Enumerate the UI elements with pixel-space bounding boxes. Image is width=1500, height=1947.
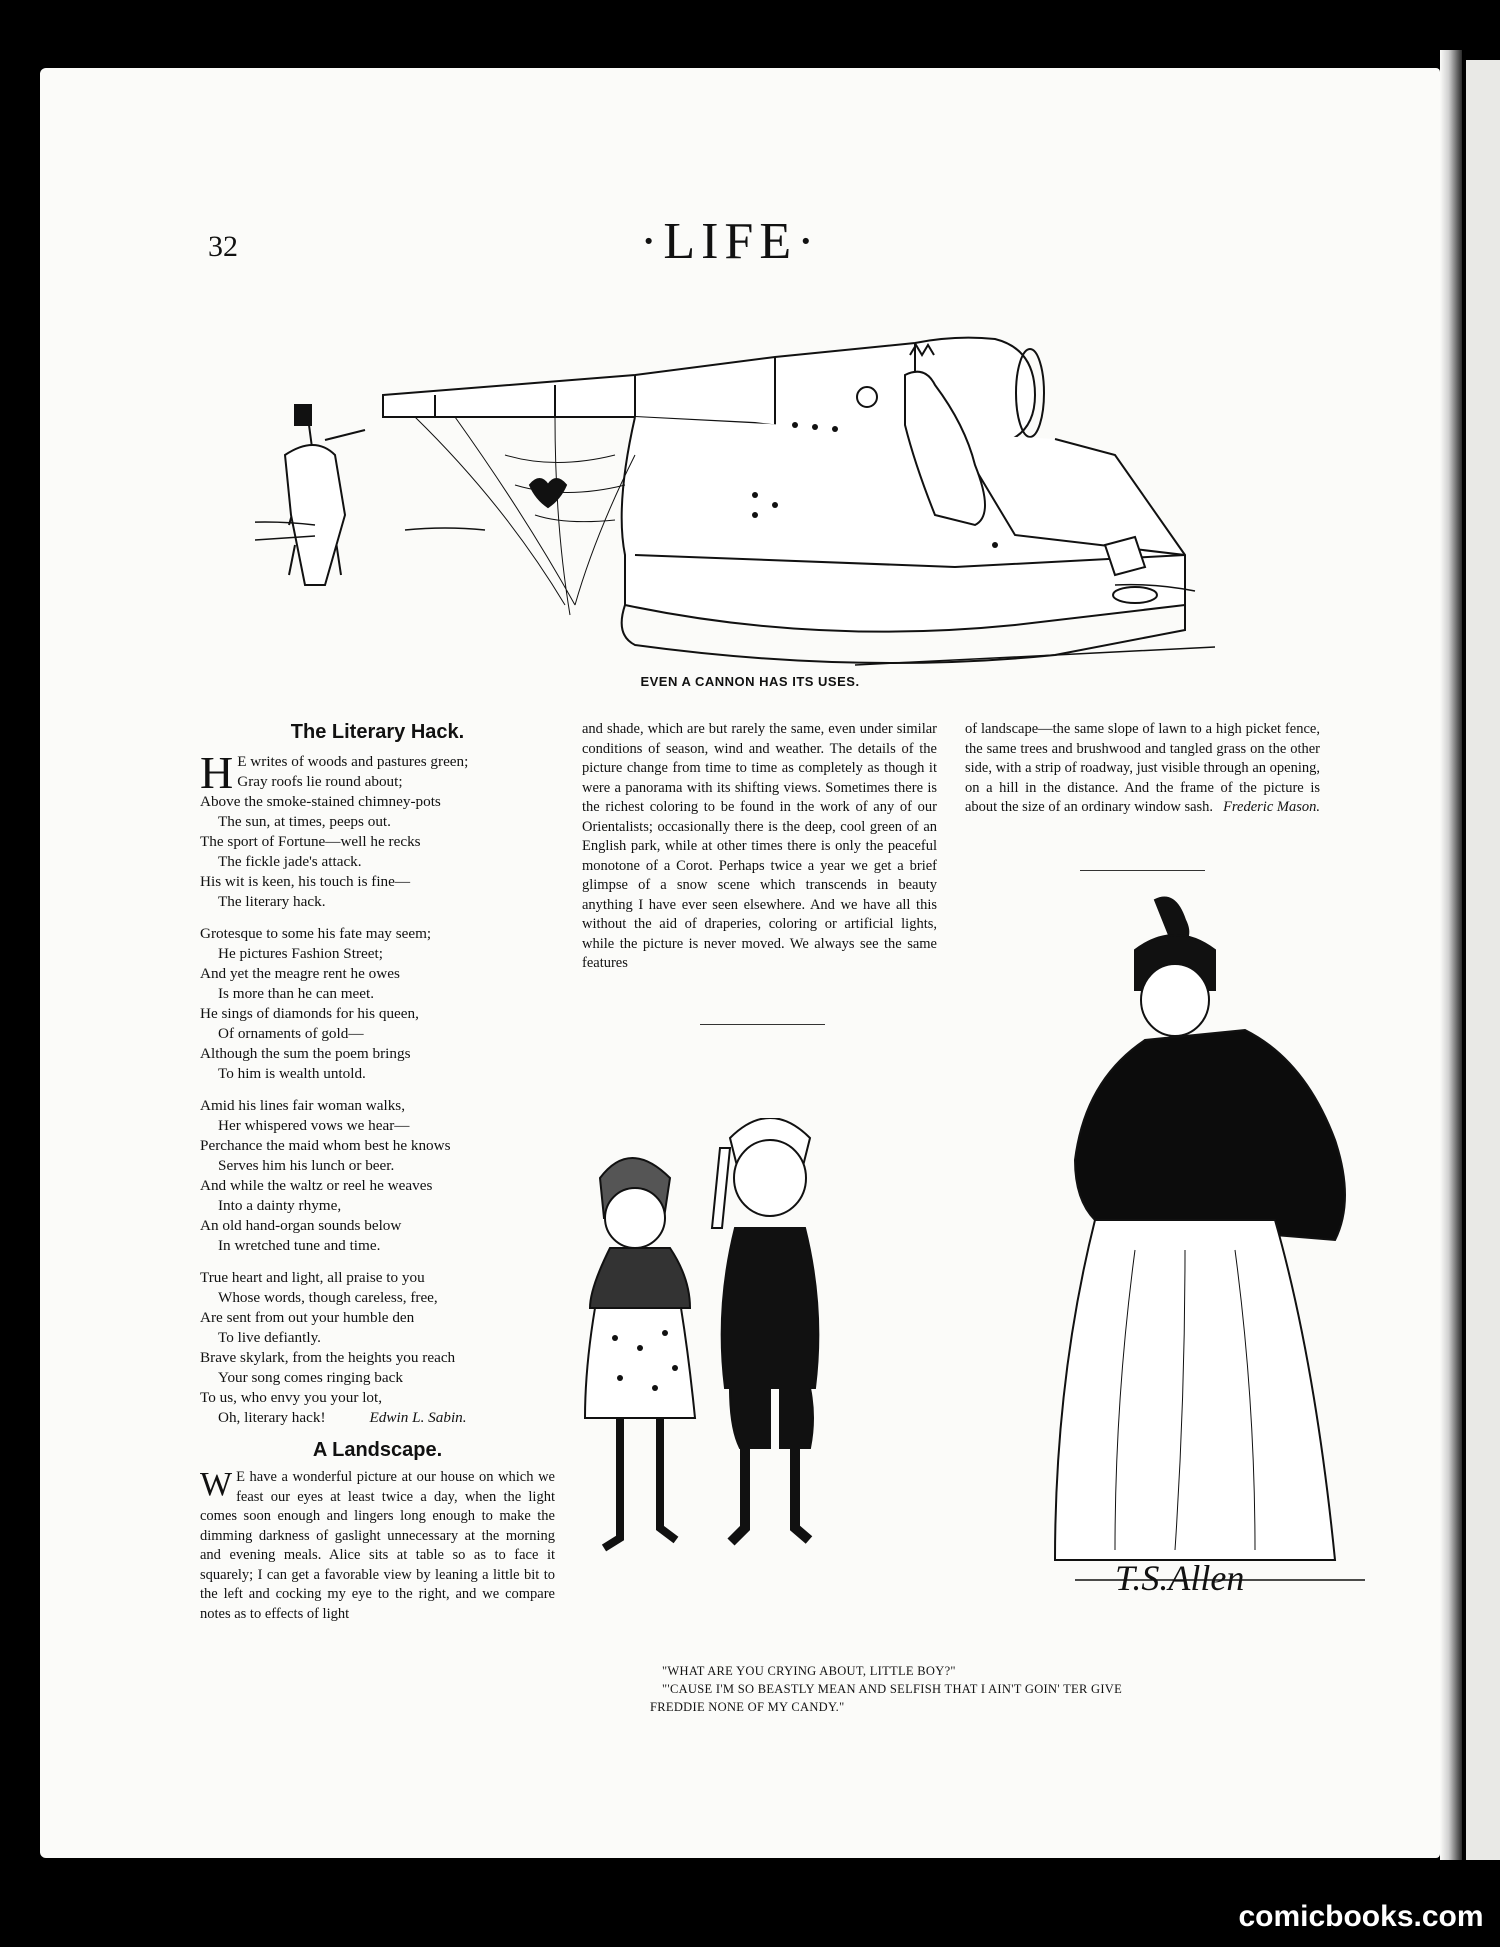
watermark: comicbooks.com: [1238, 1900, 1484, 1933]
divider-rule: [700, 1024, 825, 1025]
facing-page-edge: [1466, 60, 1500, 1860]
poem-line: His wit is keen, his touch is fine—: [200, 873, 411, 890]
cartoon-dialogue: [650, 1662, 1122, 1716]
essay-paragraph: E have a wonderful picture at our house on which we feast our eyes at least twice a day, when the light comes soon enough and lingers long enough to make the dimming darkness of gaslight unnecessary at the morning and evening meals. Alice sits at table so as to face it squarely; I can get a favorable view by leaning a little bit to the left and cocking my eye to the right, and we compare notes as to effects of light: [200, 1469, 555, 1622]
essay-author: Frederic Mason.: [1223, 798, 1320, 815]
cannon-illustration: [255, 305, 1265, 670]
poem-line: Into a dainty rhyme,: [218, 1197, 342, 1214]
poem-line: And yet the meagre rent he owes: [200, 965, 400, 982]
poem-author: Edwin L. Sabin.: [369, 1409, 467, 1426]
dialogue-line: "WHAT ARE YOU CRYING ABOUT, LITTLE BOY?": [662, 1664, 956, 1678]
poem-line: Her whispered vows we hear—: [218, 1117, 410, 1134]
poem-line: Is more than he can meet.: [218, 985, 375, 1002]
poem-line: To live defiantly.: [218, 1329, 321, 1346]
poem-line: Your song comes ringing back: [218, 1369, 403, 1386]
poem-line-text: Oh, literary hack!: [218, 1409, 326, 1426]
divider-rule: [1080, 870, 1205, 871]
children-illustration: [580, 1118, 880, 1558]
dialogue-line: FREDDIE NONE OF MY CANDY.": [650, 1700, 845, 1714]
poem-line: Amid his lines fair woman walks,: [200, 1097, 406, 1114]
essay-paragraph: of landscape—the same slope of lawn to a high picket fence, the same trees and brushwood and tangled grass on the other side, with a strip of roadway, just visible through an opening, on a hill in the distance. And the frame of the picture is about the size of an ordinary window sash.: [965, 721, 1320, 815]
poem-line: Although the sum the poem brings: [200, 1045, 411, 1062]
poem-title: The Literary Hack.: [290, 721, 465, 743]
cannon-caption: EVEN A CANNON HAS ITS USES.: [640, 674, 860, 689]
essay-paragraph: and shade, which are but rarely the same, even under similar conditions of season, wind and weather. The details of the picture change from time to time as completely as though it were a panorama with its shifting views. Sometimes there is the richest coloring to be found in the work of any of our Orientalists; occasionally there is the deep, cool green of an English park, while at other times there is only the peaceful monotone of a Corot. Perhaps twice a year we get a brief glimpse of a snow scene which transcends in beauty anything I have ever seen elsewhere. And we have all this without the aid of draperies, coloring or artificial lights, while the picture is never moved. We always see the same features: [582, 721, 937, 971]
poem-line: The sport of Fortune—well he recks: [200, 833, 421, 850]
poem-stanza: [200, 1096, 555, 1256]
poem-line: And while the waltz or reel he weaves: [200, 1177, 433, 1194]
poem-drop-cap: H: [200, 747, 234, 798]
poem-stanza: [200, 747, 555, 912]
poem-line: Are sent from out your humble den: [200, 1309, 415, 1326]
poem-line: An old hand-organ sounds below: [200, 1217, 402, 1234]
masthead-title: ·LIFE·: [640, 213, 821, 270]
column-right: [965, 720, 1320, 817]
column-left: [200, 722, 555, 1624]
poem-line: The literary hack.: [218, 893, 326, 910]
column-middle: [582, 720, 937, 974]
poem-stanza: [200, 1268, 555, 1428]
poem-line: Brave skylark, from the heights you reach: [200, 1349, 456, 1366]
essay-title: A Landscape.: [312, 1439, 443, 1461]
poem-line: Above the smoke-stained chimney-pots: [200, 793, 441, 810]
poem-line: E writes of woods and pastures green;: [237, 753, 469, 770]
poem-line: Whose words, though careless, free,: [218, 1289, 438, 1306]
poem-line: To us, who envy you your lot,: [200, 1389, 383, 1406]
poem-line: Gray roofs lie round about;: [237, 773, 403, 790]
page-number: 32: [208, 230, 238, 263]
poem-line: Serves him his lunch or beer.: [218, 1157, 395, 1174]
poem-stanza: [200, 924, 555, 1084]
poem-line: True heart and light, all praise to you: [200, 1269, 425, 1286]
poem-line: Perchance the maid whom best he knows: [200, 1137, 451, 1154]
poem-body: [200, 747, 555, 1428]
poem-line: In wretched tune and time.: [218, 1237, 381, 1254]
poem-line: He sings of diamonds for his queen,: [200, 1005, 419, 1022]
poem-line: Grotesque to some his fate may seem;: [200, 925, 432, 942]
poem-line: To him is wealth untold.: [218, 1065, 366, 1082]
essay-part-1: [200, 1468, 555, 1624]
poem-line: [200, 1408, 555, 1428]
poem-line: The fickle jade's attack.: [218, 853, 362, 870]
cartoon-signature: T.S.Allen: [1115, 1558, 1245, 1598]
essay-drop-cap: W: [200, 1466, 233, 1503]
poem-line: The sun, at times, peeps out.: [218, 813, 391, 830]
woman-illustration: [1035, 890, 1365, 1610]
dialogue-line: "'CAUSE I'M SO BEASTLY MEAN AND SELFISH THAT I AIN'T GOIN' TER GIVE: [662, 1682, 1123, 1696]
page-spine: [1440, 50, 1462, 1860]
poem-line: He pictures Fashion Street;: [218, 945, 383, 962]
poem-line: Of ornaments of gold—: [218, 1025, 364, 1042]
